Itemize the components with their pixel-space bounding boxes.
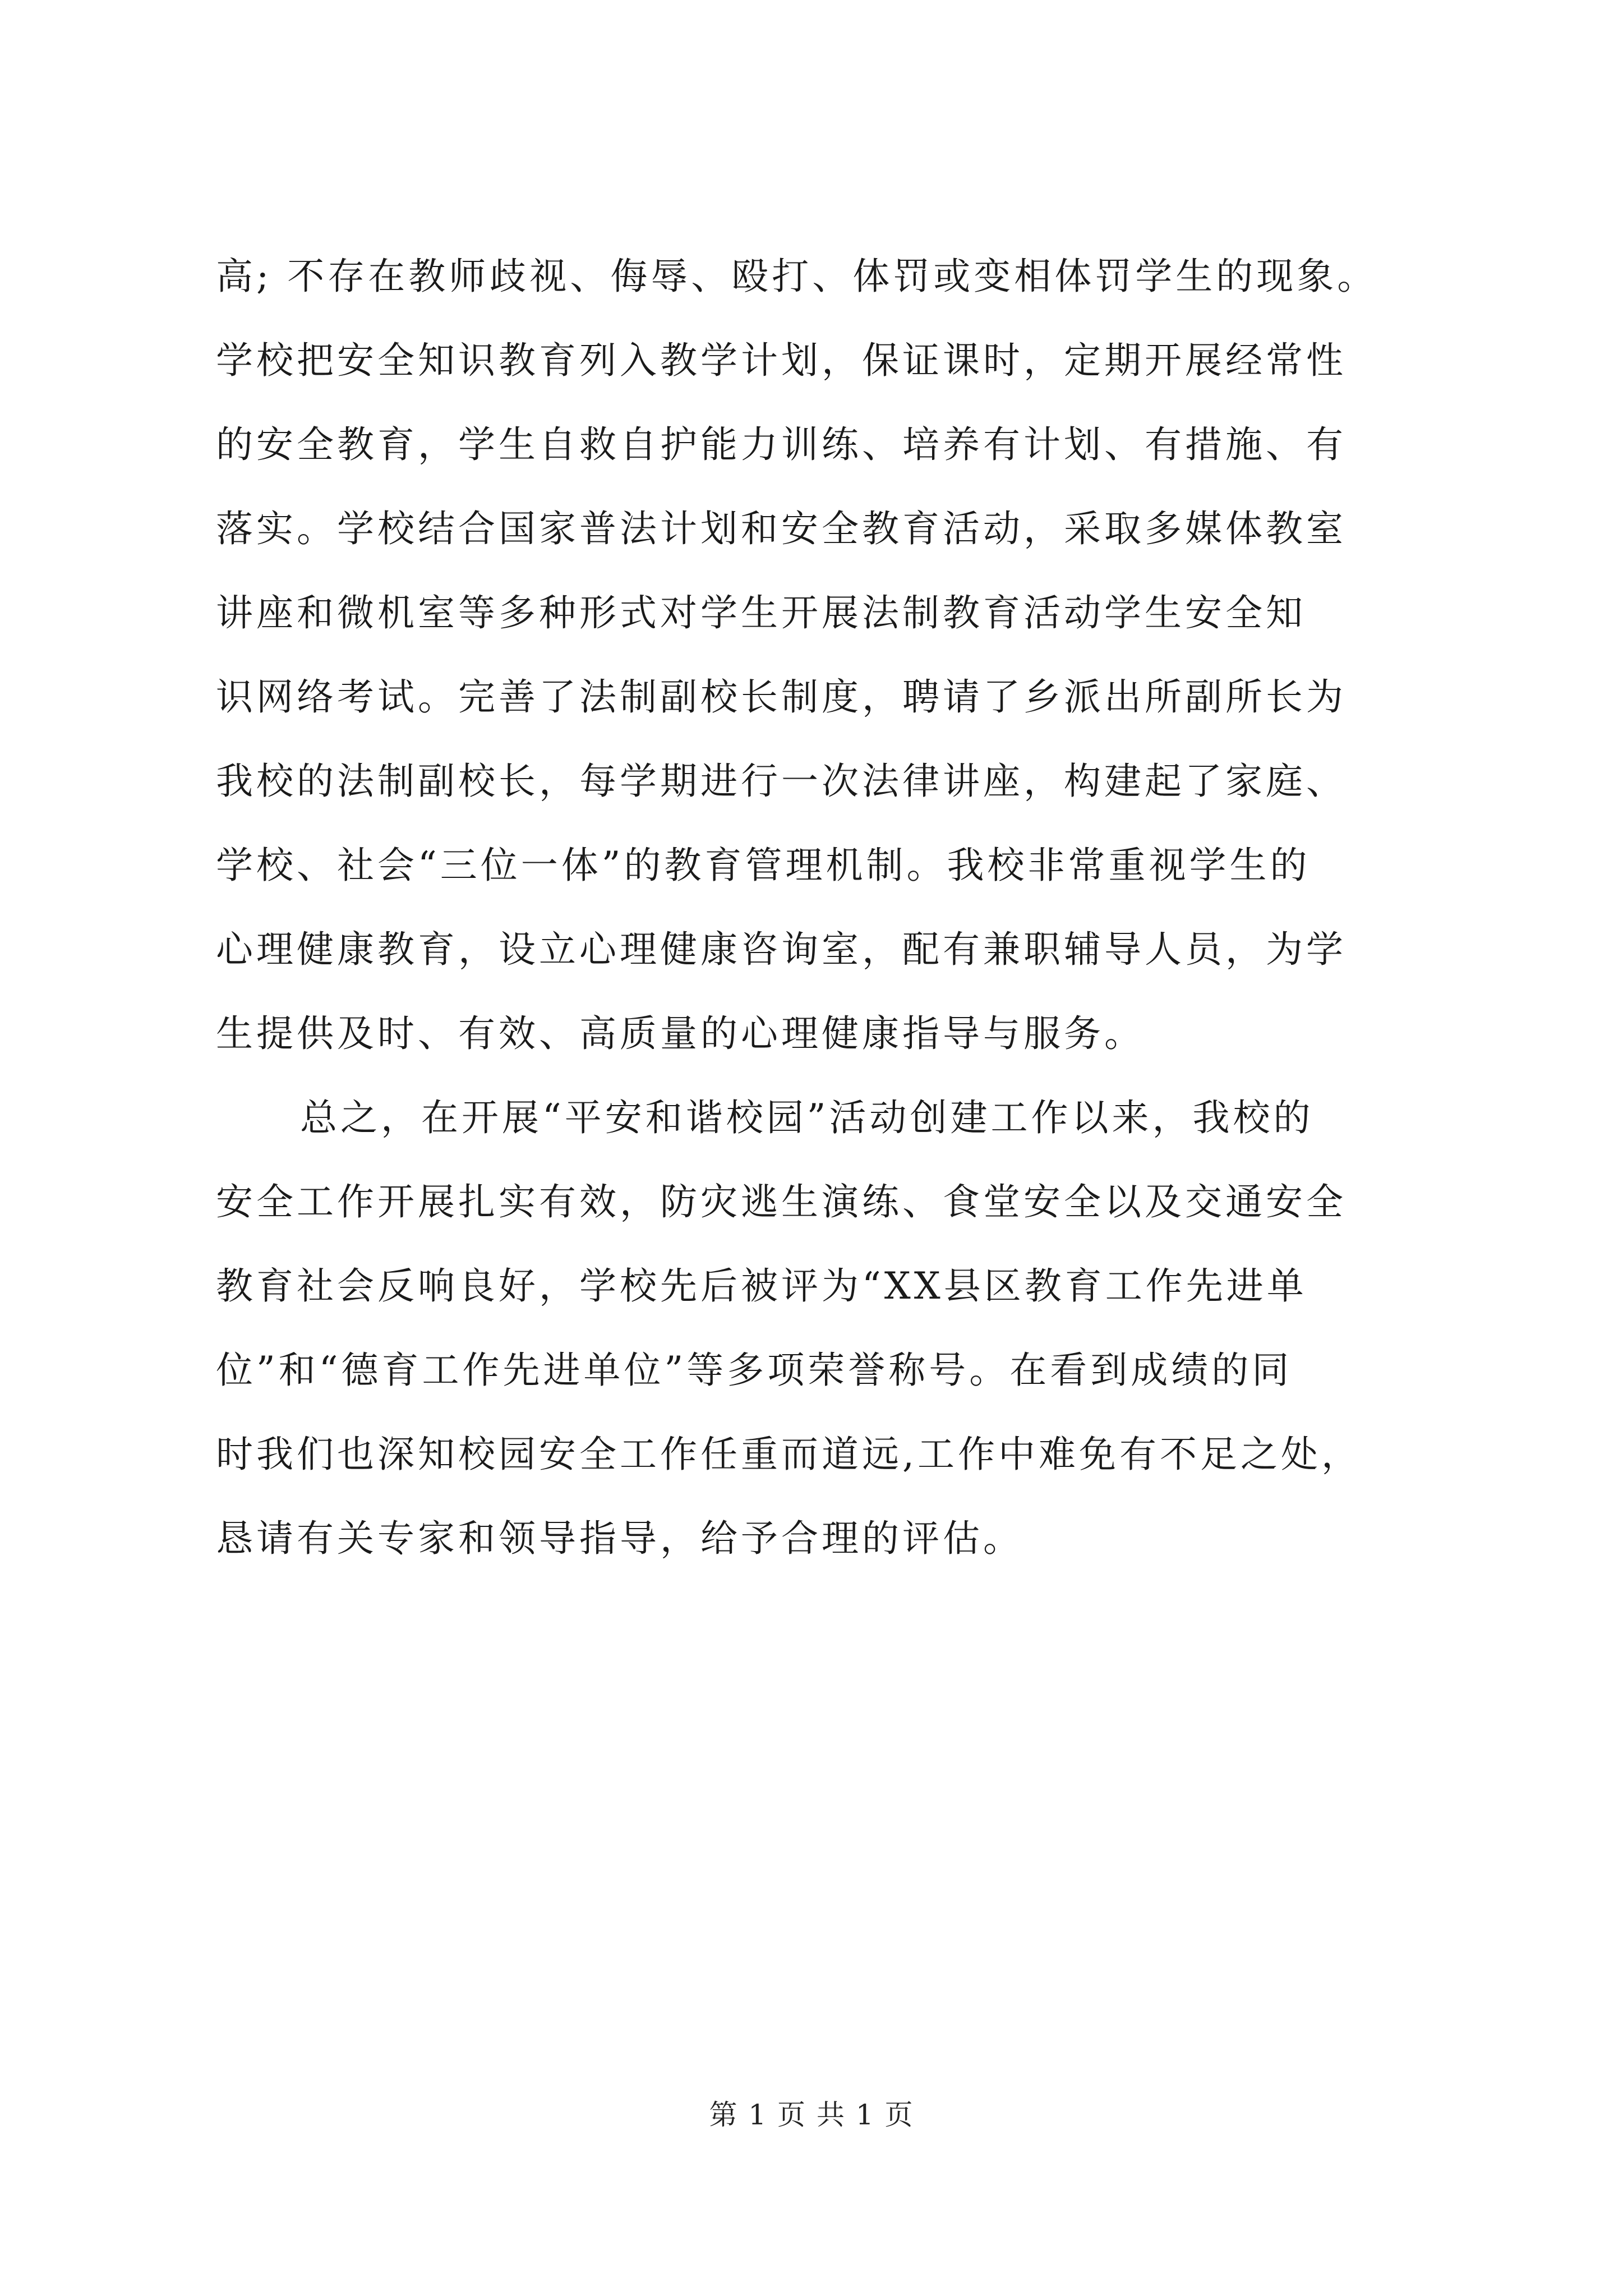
- page-number: 第 1 页 共 1 页: [709, 2099, 914, 2131]
- text-line: 位”和“德育工作先进单位”等多项荣誉称号。在看到成绩的同: [216, 1349, 1293, 1392]
- text-line: 落实。学校结合国家普法计划和安全教育活动，采取多媒体教室: [216, 507, 1347, 550]
- page-footer: [0, 2095, 1623, 2134]
- text-line: 心理健康教育，设立心理健康咨询室，配有兼职辅导人员，为学: [216, 928, 1347, 971]
- text-line: 安全工作开展扎实有效，防灾逃生演练、食堂安全以及交通安全: [216, 1180, 1347, 1223]
- text-line: 讲座和微机室等多种形式对学生开展法制教育活动学生安全知: [216, 591, 1306, 634]
- document-body: [216, 234, 1438, 1581]
- text-line: 恳请有关专家和领导指导，给予合理的评估。: [216, 1517, 1023, 1560]
- text-line: 高; 不存在教师歧视、侮辱、殴打、体罚或变相体罚学生的现象。: [216, 255, 1378, 298]
- text-line: 学校、社会“三位一体”的教育管理机制。我校非常重视学生的: [216, 844, 1311, 887]
- text-line: 的安全教育，学生自救自护能力训练、培养有计划、有措施、有: [216, 423, 1347, 466]
- text-line: 时我们也深知校园安全工作任重而道远,工作中难免有不足之处，: [216, 1433, 1362, 1476]
- text-line: 我校的法制副校长，每学期进行一次法律讲座，构建起了家庭、: [216, 760, 1347, 803]
- text-line: 学校把安全知识教育列入教学计划，保证课时，定期开展经常性: [216, 339, 1347, 382]
- paragraph-first-line: 总之，在开展“平安和谐校园”活动创建工作以来，我校的: [300, 1096, 1314, 1139]
- text-line: 生提供及时、有效、高质量的心理健康指导与服务。: [216, 1012, 1145, 1055]
- text-line: 教育社会反响良好，学校先后被评为“XX县区教育工作先进单: [216, 1264, 1307, 1308]
- text-line: 识网络考试。完善了法制副校长制度，聘请了乡派出所副所长为: [216, 675, 1347, 719]
